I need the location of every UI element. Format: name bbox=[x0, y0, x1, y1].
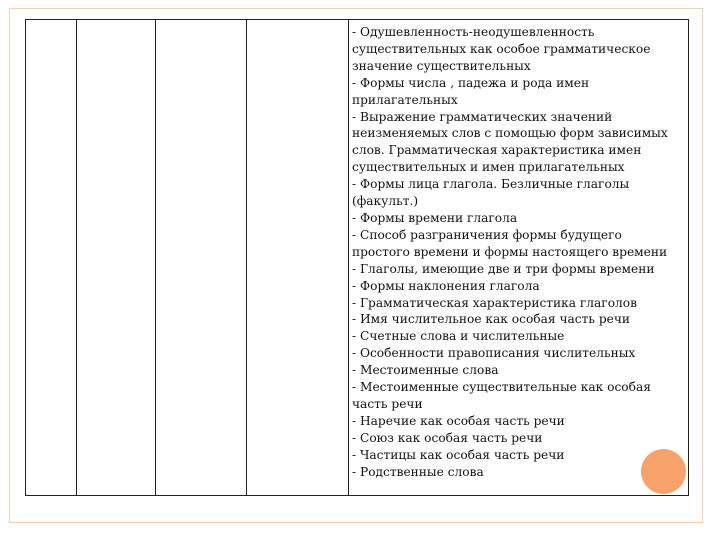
topic-line: значение существительных bbox=[352, 58, 531, 73]
topic-line: неизменяемых слов с помощью форм зависимых bbox=[352, 126, 668, 141]
topic-line: - Частицы как особая часть речи bbox=[352, 447, 565, 462]
topic-line: - Союз как особая часть речи bbox=[352, 430, 543, 445]
topic-line: существительных как особое грамматическое bbox=[352, 41, 651, 56]
topics-list bbox=[352, 24, 686, 480]
topic-line: простого времени и формы настоящего времени bbox=[352, 244, 668, 259]
topic-line: - Имя числительное как особая часть речи bbox=[352, 312, 631, 327]
topic-line: - Одушевленность-неодушевленность bbox=[352, 25, 595, 39]
topic-line: - Способ разграничения формы будущего bbox=[352, 227, 622, 242]
column-divider-3 bbox=[246, 20, 247, 495]
topic-line: существительных и имен прилагательных bbox=[352, 160, 625, 175]
topic-line: прилагательных bbox=[352, 92, 458, 107]
topic-line: часть речи bbox=[352, 396, 423, 411]
column-divider-1 bbox=[76, 20, 77, 495]
column-divider-4 bbox=[348, 20, 349, 495]
topic-line: - Глаголы, имеющие две и три формы времени bbox=[352, 261, 655, 276]
topic-line: - Особенности правописания числительных bbox=[352, 346, 636, 361]
topic-line: - Местоименные существительные как особая bbox=[352, 380, 651, 395]
topic-line: - Счетные слова и числительные bbox=[352, 329, 565, 344]
topic-line: слов. Грамматическая характеристика имен bbox=[352, 143, 642, 158]
topic-line: - Наречие как особая часть речи bbox=[352, 413, 565, 428]
topic-line: - Формы лица глагола. Безличные глаголы bbox=[352, 177, 630, 192]
topic-line: - Формы числа , падежа и рода имен bbox=[352, 75, 590, 90]
topic-line: - Грамматическая характеристика глаголов bbox=[352, 295, 637, 310]
topic-line: - Местоименные слова bbox=[352, 363, 499, 378]
topic-line: - Родственные слова bbox=[352, 464, 484, 479]
topic-line: - Выражение грамматических значений bbox=[352, 109, 613, 124]
decorative-circle-icon bbox=[641, 449, 686, 494]
topic-line: (факульт.) bbox=[352, 194, 419, 209]
topic-line: - Формы времени глагола bbox=[352, 210, 518, 225]
column-divider-2 bbox=[155, 20, 156, 495]
topic-line: - Формы наклонения глагола bbox=[352, 278, 540, 293]
